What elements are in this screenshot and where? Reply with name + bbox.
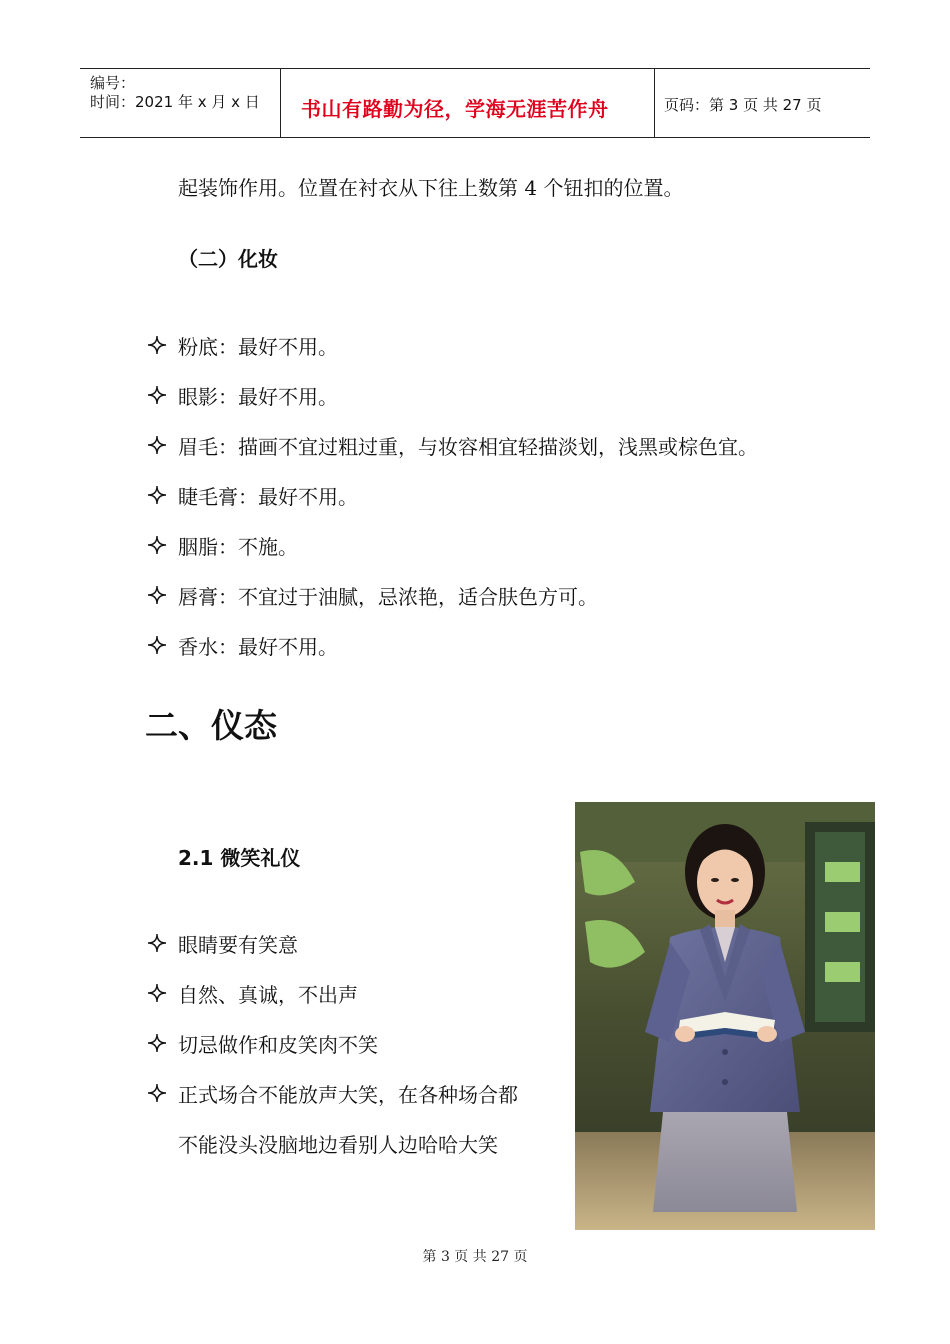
makeup-item: 眉毛：描画不宜过粗过重，与妆容相宜轻描淡划，浅黑或棕色宜。 — [178, 435, 758, 459]
bullet-diamond-icon — [147, 983, 169, 1005]
makeup-item: 唇膏：不宜过于油腻，忌浓艳，适合肤色方可。 — [178, 585, 598, 609]
page-footer: 第 3 页 共 27 页 — [422, 1249, 528, 1265]
bullet-diamond-icon — [147, 535, 169, 557]
header-motto-cell — [280, 69, 655, 137]
smile-item: 切忌做作和皮笑肉不笑 — [178, 1033, 378, 1057]
header-meta-cell — [80, 69, 280, 137]
makeup-item: 粉底：最好不用。 — [178, 335, 338, 359]
header-page-cell — [654, 69, 870, 137]
bullet-diamond-icon — [147, 635, 169, 657]
bullet-diamond-icon — [147, 335, 169, 357]
bullet-diamond-icon — [147, 385, 169, 407]
bullet-diamond-icon — [147, 435, 169, 457]
smile-item: 正式场合不能放声大笑，在各种场合都 — [178, 1083, 518, 1107]
receptionist-illustration — [575, 802, 875, 1230]
makeup-item: 睫毛膏：最好不用。 — [178, 485, 358, 509]
bullet-diamond-icon — [147, 933, 169, 955]
bullet-diamond-icon — [147, 485, 169, 507]
makeup-item: 胭脂：不施。 — [178, 535, 298, 559]
bullet-diamond-icon — [147, 585, 169, 607]
smile-heading: 2.1 微笑礼仪 — [178, 846, 301, 870]
bullet-diamond-icon — [147, 1083, 169, 1105]
makeup-item: 眼影：最好不用。 — [178, 385, 338, 409]
smile-item: 自然、真诚，不出声 — [178, 983, 358, 1007]
makeup-item: 香水：最好不用。 — [178, 635, 338, 659]
header-motto: 书山有路勤为径，学海无涯苦作舟 — [301, 97, 609, 121]
document-number-label: 编号： — [90, 74, 136, 92]
makeup-heading: （二）化妆 — [178, 247, 278, 271]
intro-paragraph: 起装饰作用。位置在衬衣从下往上数第 4 个钮扣的位置。 — [178, 176, 684, 200]
page-header — [80, 68, 870, 138]
section-heading: 二、仪态 — [145, 706, 277, 745]
smile-item-continuation: 不能没头没脑地边看别人边哈哈大笑 — [178, 1133, 498, 1157]
receptionist-photo — [575, 802, 875, 1230]
document-date: 时间：2021 年 x 月 x 日 — [90, 93, 260, 111]
smile-item: 眼睛要有笑意 — [178, 933, 298, 957]
bullet-diamond-icon — [147, 1033, 169, 1055]
header-page-info: 页码：第 3 页 共 27 页 — [664, 96, 822, 114]
